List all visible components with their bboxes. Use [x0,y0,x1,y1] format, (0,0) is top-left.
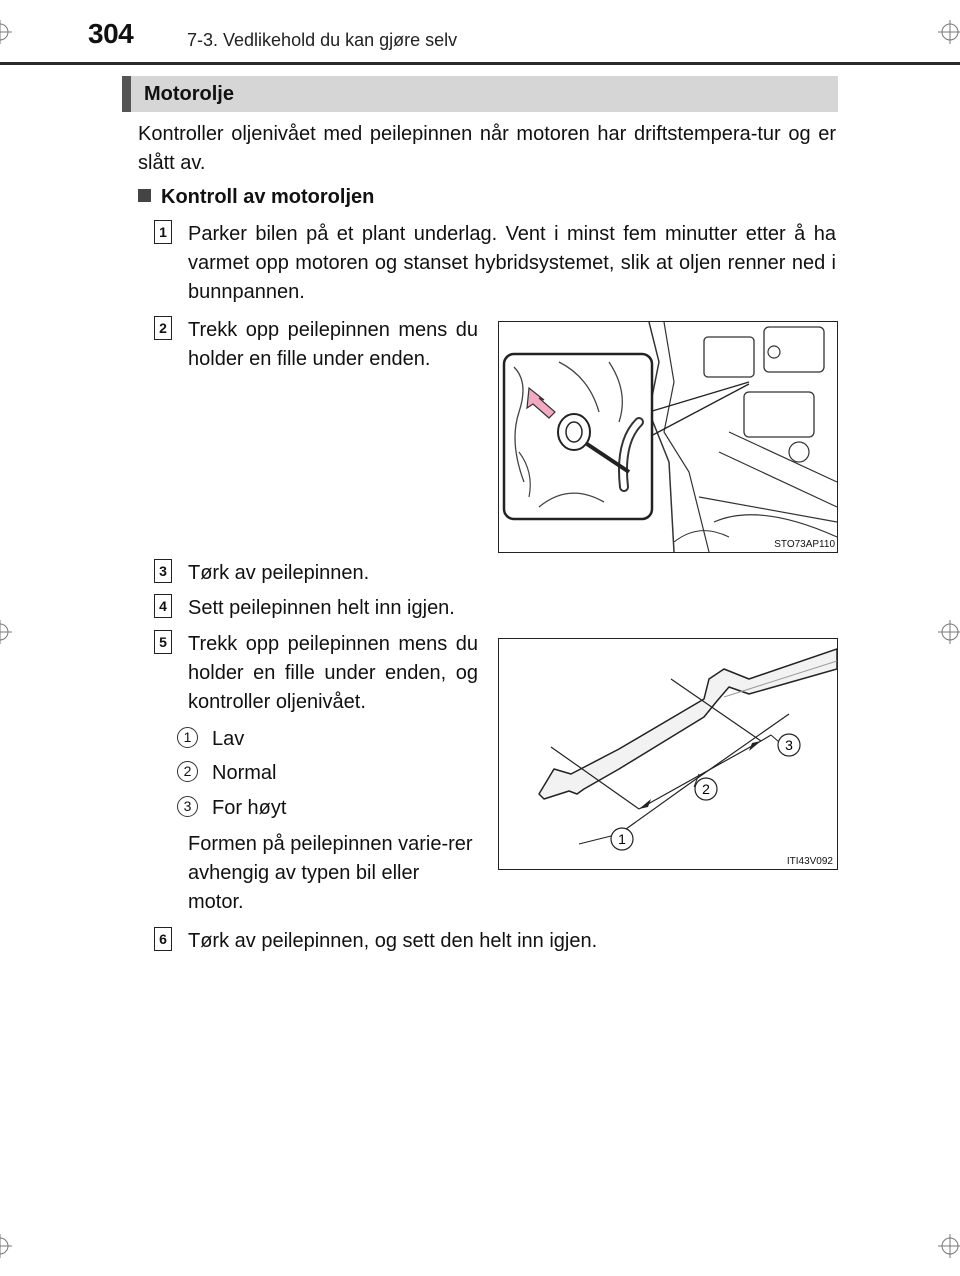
step-number-2: 2 [154,316,172,340]
callout-1: 1 [618,831,626,847]
registration-mark-icon [938,620,960,644]
step-number-4: 4 [154,594,172,618]
step-2-text: Trekk opp peilepinnen mens du holder en fille under enden. [188,319,478,370]
section-accent [122,76,131,112]
dipstick-level-illustration [499,639,837,869]
square-bullet-icon [138,189,151,202]
level-badge-3: 3 [177,796,198,817]
step-number-3: 3 [154,559,172,583]
dipstick-note: Formen på peilepinnen varie-rer avhengig av typen bil eller motor. [188,833,473,913]
figure-code: STO73AP110 [774,539,835,550]
level-label-low: Lav [212,728,245,750]
page-number: 304 [88,18,134,49]
level-badge-2: 2 [177,761,198,782]
header-rule [0,62,960,65]
section-title: Motorolje [144,83,234,105]
step-number-1: 1 [154,220,172,244]
engine-dipstick-illustration [499,322,837,552]
subheading-text: Kontroll av motoroljen [161,186,375,208]
registration-mark-icon [938,20,960,44]
callout-3: 3 [785,737,793,753]
registration-mark-icon [0,1234,12,1258]
level-badge-1: 1 [177,727,198,748]
step-1-text: Parker bilen på et plant underlag. Vent i minst fem minutter etter å ha varmet opp motoren og stanset hybridsystemet, slik at oljen renner ned i bunnpannen. [188,223,836,303]
step-number-6: 6 [154,927,172,951]
chapter-title: 7-3. Vedlikehold du kan gjøre selv [187,30,458,50]
dipstick-figure [498,638,838,870]
registration-mark-icon [0,620,12,644]
registration-mark-icon [938,1234,960,1258]
step-number-5: 5 [154,630,172,654]
engine-figure [498,321,838,553]
level-label-normal: Normal [212,762,277,784]
level-label-high: For høyt [212,797,287,819]
subheading [138,186,374,209]
section-header [122,76,838,112]
step-5-text: Trekk opp peilepinnen mens du holder en fille under enden, og kontroller oljenivået. [188,633,478,713]
step-3-text: Tørk av peilepinnen. [188,562,370,584]
callout-2: 2 [702,781,710,797]
registration-mark-icon [0,20,12,44]
figure-code: ITI43V092 [786,856,833,867]
intro-paragraph: Kontroller oljenivået med peilepinnen når motoren har driftstempera-tur og er slått av. [138,123,836,174]
step-4-text: Sett peilepinnen helt inn igjen. [188,597,455,619]
step-6-text: Tørk av peilepinnen, og sett den helt inn igjen. [188,930,598,952]
